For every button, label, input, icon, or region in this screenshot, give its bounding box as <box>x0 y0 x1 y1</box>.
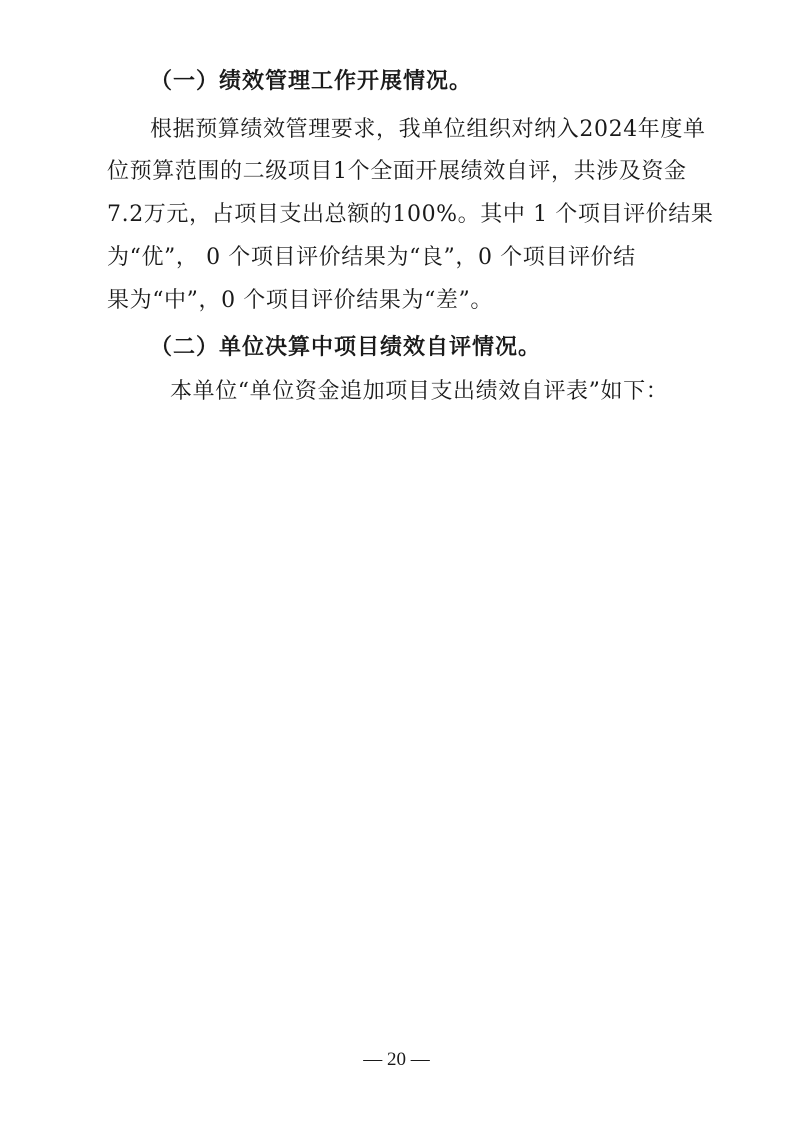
paragraph-line: 本单位“单位资金追加项目支出绩效自评表”如下： <box>170 379 669 404</box>
paragraph-line: 果为“中”，0 个项目评价结果为“差”。 <box>107 288 493 313</box>
section-heading-project-self-evaluation: （二）单位决算中项目绩效自评情况。 <box>150 335 542 360</box>
paragraph-line: 位预算范围的二级项目1个全面开展绩效自评，共涉及资金 <box>107 159 687 184</box>
paragraph-line: 根据预算绩效管理要求，我单位组织对纳入2024年度单 <box>150 117 706 142</box>
page-number: — 20 — <box>363 1049 430 1070</box>
section-heading-performance-management: （一）绩效管理工作开展情况。 <box>150 69 473 94</box>
paragraph-line: 为“优”， 0 个项目评价结果为“良”，0 个项目评价结 <box>107 245 636 270</box>
paragraph-line: 7.2万元，占项目支出总额的100%。其中 1 个项目评价结果 <box>107 202 714 227</box>
